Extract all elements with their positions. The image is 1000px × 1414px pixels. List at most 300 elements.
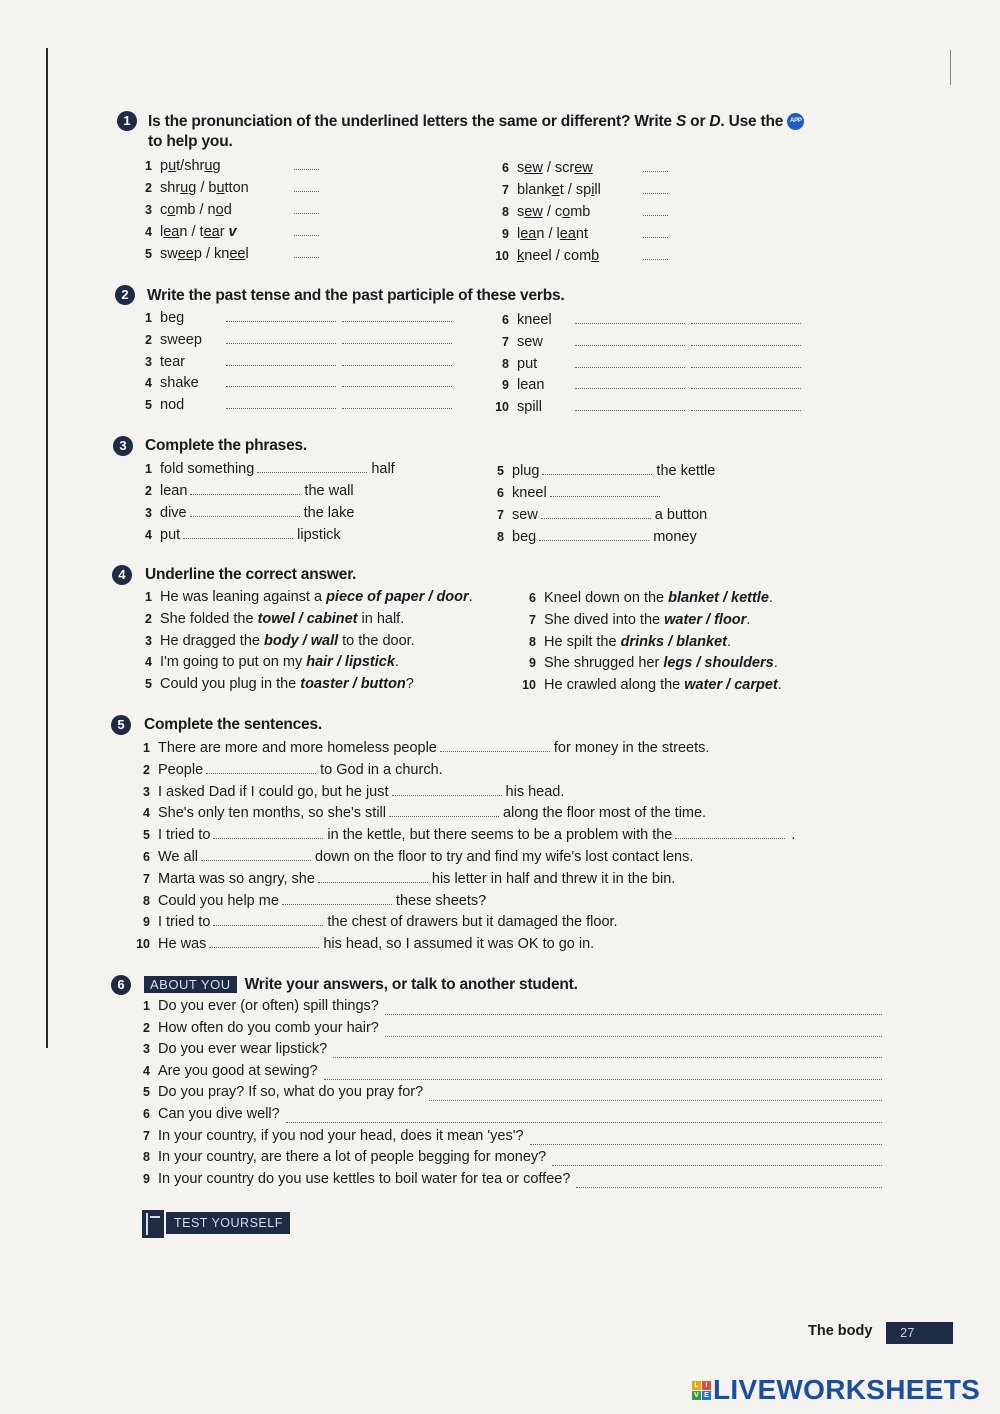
- sentence-blank[interactable]: [213, 826, 323, 839]
- exercise-number-badge: 6: [111, 975, 131, 995]
- item-number: 5: [143, 1085, 150, 1100]
- item-text: sew: [512, 507, 538, 523]
- item-text: l: [245, 246, 249, 262]
- item-text: his head.: [505, 783, 565, 800]
- past-tense-blank[interactable]: [226, 353, 336, 366]
- sd-answer-blank[interactable]: [294, 245, 319, 258]
- item-number: 6: [497, 486, 504, 500]
- item-text: lipstick: [297, 527, 341, 543]
- past-tense-blank[interactable]: [226, 396, 336, 409]
- verb: spill: [517, 399, 542, 415]
- past-participle-blank[interactable]: [342, 374, 452, 387]
- item-text: dive: [160, 505, 187, 521]
- sentence-blank[interactable]: [282, 892, 392, 905]
- item-text: .: [726, 634, 731, 650]
- answer-line[interactable]: [324, 1078, 882, 1080]
- item-text: n / l: [536, 226, 560, 242]
- item-text: blank: [517, 182, 552, 198]
- item-number: 6: [143, 1107, 150, 1121]
- item-text: There are more and more homeless people: [158, 740, 437, 756]
- page-number: 27: [886, 1322, 953, 1344]
- underlined-letters: ea: [520, 226, 537, 242]
- word-pair: [517, 182, 627, 198]
- verb-item: [138, 353, 452, 370]
- verb: nod: [160, 397, 185, 413]
- past-tense-blank[interactable]: [575, 311, 685, 324]
- underlined-letters: o: [167, 202, 176, 218]
- item-text: shr: [160, 180, 181, 196]
- item-number: 8: [143, 893, 150, 908]
- verb-item: [138, 396, 452, 413]
- question-text: Do you ever wear lipstick?: [158, 1041, 328, 1058]
- pronunciation-item: [495, 247, 668, 264]
- underline-item: [522, 612, 750, 628]
- item-number: 2: [143, 762, 150, 777]
- past-participle-blank[interactable]: [342, 309, 452, 322]
- word-pair: [160, 180, 280, 196]
- item-text: sw: [160, 246, 178, 262]
- item-text: these sheets?: [395, 892, 487, 909]
- phrase-blank[interactable]: [541, 506, 651, 519]
- past-tense-blank[interactable]: [226, 331, 336, 344]
- exercise-number-badge: 4: [112, 565, 132, 585]
- logo-tile: V: [692, 1391, 701, 1400]
- underlined-letters: o: [562, 204, 571, 220]
- underline-item: [138, 654, 399, 670]
- underline-item: [138, 611, 404, 627]
- page-binding-edge: [46, 48, 48, 1048]
- item-number: 7: [497, 508, 504, 522]
- sentence-blank[interactable]: [389, 804, 499, 817]
- question-text: How often do you comb your hair?: [158, 1019, 379, 1036]
- sd-answer-blank[interactable]: [294, 223, 319, 236]
- item-text: the kettle: [656, 463, 716, 479]
- item-text: lean: [160, 483, 188, 499]
- word-pair: [160, 224, 280, 240]
- answer-line[interactable]: [552, 1164, 882, 1166]
- item-text: People: [158, 761, 204, 778]
- item-number: 6: [143, 850, 150, 864]
- answer-options[interactable]: legs / shoulders: [663, 655, 774, 671]
- question-text: Do you pray? If so, what do you pray for?: [158, 1084, 424, 1101]
- item-text: She dived into the: [544, 612, 665, 628]
- sd-answer-blank[interactable]: [294, 157, 319, 170]
- app-icon[interactable]: APP: [787, 113, 804, 130]
- phrase-item: [138, 482, 354, 499]
- phrase-item: [138, 460, 395, 477]
- question-text: In your country, if you nod your head, does it mean 'yes'?: [158, 1127, 524, 1144]
- item-text: g / b: [188, 180, 217, 196]
- item-number: 1: [145, 159, 152, 173]
- word-pair: [160, 246, 280, 262]
- liveworksheets-icon: [692, 1381, 711, 1400]
- item-text: .: [394, 654, 399, 670]
- item-text: She shrugged her: [544, 655, 664, 671]
- underlined-letters: ea: [559, 226, 576, 242]
- item-text: He dragged the: [160, 633, 264, 649]
- test-yourself-button[interactable]: [138, 1206, 290, 1240]
- sentence-item: [136, 783, 564, 800]
- sd-answer-blank[interactable]: [643, 203, 668, 216]
- item-text: .: [768, 590, 773, 606]
- item-number: 9: [143, 915, 150, 930]
- item-number: 10: [522, 678, 536, 692]
- phrase-item: [490, 484, 664, 501]
- item-number: 8: [143, 1150, 150, 1165]
- verb-item: [138, 309, 452, 326]
- item-text: g: [212, 158, 221, 174]
- item-number: 9: [143, 1171, 150, 1186]
- verb: kneel: [517, 312, 552, 328]
- pronunciation-item: [495, 159, 668, 176]
- item-number: 3: [145, 355, 152, 369]
- liveworksheets-logo[interactable]: [692, 1372, 980, 1408]
- sentence-item: [136, 892, 486, 909]
- item-number: 5: [145, 398, 152, 412]
- item-text: t/shr: [176, 158, 205, 174]
- exercise-number-badge: 5: [111, 715, 131, 735]
- item-number: 5: [497, 464, 504, 478]
- verb-item: [495, 398, 801, 415]
- verb-item: [138, 331, 452, 348]
- past-participle-blank[interactable]: [691, 398, 801, 411]
- item-text: ll: [594, 182, 601, 198]
- underlined-letters: b: [591, 248, 600, 264]
- phrase-blank[interactable]: [539, 528, 649, 541]
- underlined-letters: u: [216, 180, 225, 196]
- past-tense-blank[interactable]: [575, 355, 685, 368]
- item-text: fold something: [160, 461, 255, 477]
- item-number: 3: [145, 203, 152, 217]
- answer-line[interactable]: [333, 1056, 882, 1058]
- past-participle-blank[interactable]: [342, 353, 452, 366]
- item-number: 4: [145, 376, 152, 390]
- sd-answer-blank[interactable]: [643, 181, 668, 194]
- item-text: .: [468, 589, 473, 605]
- item-text: I tried to: [158, 827, 211, 844]
- verb-item: [495, 355, 801, 372]
- pronunciation-item: [138, 245, 319, 262]
- item-number: 2: [145, 484, 152, 498]
- underlined-letters: u: [204, 158, 213, 174]
- sentence-blank[interactable]: [392, 783, 502, 796]
- sd-answer-blank[interactable]: [643, 225, 668, 238]
- past-participle-blank[interactable]: [691, 333, 801, 346]
- answer-options[interactable]: water / carpet: [684, 677, 778, 693]
- exercise-number-badge: 2: [115, 285, 135, 305]
- underlined-letters: ee: [177, 246, 194, 262]
- answer-line[interactable]: [385, 1035, 882, 1037]
- item-text: the chest of drawers but it damaged the floor.: [327, 914, 618, 931]
- question-text: Do you ever (or often) spill things?: [158, 998, 379, 1014]
- item-number: 7: [143, 871, 150, 886]
- sentence-item: [136, 804, 706, 821]
- underline-item: [522, 655, 778, 671]
- item-number: 7: [529, 613, 536, 627]
- question-text: In your country, are there a lot of people begging for money?: [158, 1149, 547, 1166]
- past-tense-blank[interactable]: [575, 333, 685, 346]
- exercise-title: Is the pronunciation of the underlined letters the same or different? Write S or D. Use the APP: [148, 113, 804, 131]
- item-text: / scr: [542, 160, 575, 176]
- underlined-letters: k: [517, 248, 525, 264]
- answer-options[interactable]: drinks / blanket: [620, 634, 727, 650]
- sentence-item: [136, 826, 795, 843]
- item-text: his head, so I assumed it was OK to go in.: [323, 936, 595, 953]
- sentence-blank[interactable]: [209, 935, 319, 948]
- item-number: 9: [502, 378, 509, 392]
- answer-line[interactable]: [530, 1143, 882, 1145]
- past-participle-blank[interactable]: [342, 396, 452, 409]
- pronunciation-item: [138, 223, 319, 240]
- item-number: 3: [145, 634, 152, 648]
- item-number: 1: [145, 311, 152, 325]
- underline-item: [138, 589, 473, 605]
- item-text: Kneel down on the: [544, 590, 669, 606]
- underline-item: [138, 633, 415, 649]
- answer-line[interactable]: [576, 1186, 882, 1188]
- item-text: I'm going to put on my: [160, 654, 307, 670]
- page-edge-mark: [950, 50, 951, 85]
- verb-item: [495, 311, 801, 328]
- item-text: money: [653, 529, 697, 545]
- item-text: ?: [405, 676, 414, 692]
- item-number: 8: [502, 357, 509, 371]
- phrase-item: [490, 462, 715, 479]
- liveworksheets-wordmark: LIVEWORKSHEETS: [713, 1374, 981, 1405]
- item-number: 7: [502, 335, 509, 349]
- item-text: kneel: [512, 485, 547, 501]
- past-tense-blank[interactable]: [575, 398, 685, 411]
- item-number: 6: [502, 161, 509, 175]
- item-text: half: [371, 461, 395, 477]
- question-item: [136, 1084, 423, 1100]
- phrase-item: [138, 526, 341, 543]
- answer-options[interactable]: water / floor: [664, 612, 747, 628]
- item-text: for money in the streets.: [553, 740, 710, 756]
- verb: put: [517, 356, 538, 372]
- phrase-blank[interactable]: [183, 526, 293, 539]
- item-text: the lake: [303, 505, 355, 521]
- sentence-item: [136, 761, 443, 778]
- item-text: / c: [542, 204, 563, 220]
- item-text: mb: [570, 204, 591, 220]
- exercise-number-badge: 1: [117, 111, 137, 131]
- question-item: [136, 1106, 280, 1122]
- verb: sweep: [160, 332, 202, 348]
- item-number: 5: [143, 828, 150, 843]
- underlined-letters: ea: [203, 224, 220, 240]
- answer-options[interactable]: piece of paper / door: [326, 589, 469, 605]
- item-text: He was leaning against a: [160, 589, 327, 605]
- past-tense-blank[interactable]: [575, 376, 685, 389]
- item-text: p / kn: [193, 246, 230, 262]
- item-number: 5: [145, 247, 152, 261]
- item-number: 8: [502, 205, 509, 219]
- item-text: neel / com: [524, 248, 592, 264]
- about-you-tag: ABOUT YOU: [144, 976, 237, 993]
- sd-answer-blank[interactable]: [294, 179, 319, 192]
- item-text: She's only ten months, so she's still: [158, 805, 386, 822]
- item-text: s: [517, 204, 525, 220]
- item-text: n / t: [179, 224, 204, 240]
- item-number: 10: [495, 249, 509, 263]
- verb: shake: [160, 375, 199, 391]
- phrase-blank[interactable]: [190, 504, 300, 517]
- item-number: 4: [143, 1063, 150, 1078]
- phrase-blank[interactable]: [190, 482, 300, 495]
- pronunciation-item: [138, 157, 319, 174]
- item-number: 4: [143, 806, 150, 821]
- item-text: .: [746, 612, 751, 628]
- sentence-blank[interactable]: [206, 761, 316, 774]
- item-text: in half.: [357, 611, 405, 627]
- logo-tile: E: [702, 1391, 711, 1400]
- item-number: 3: [143, 784, 150, 799]
- answer-options[interactable]: hair / lipstick: [306, 654, 395, 670]
- item-number: 8: [529, 635, 536, 649]
- sentence-item: [136, 935, 594, 952]
- question-item: [136, 1041, 327, 1057]
- item-text: to the door.: [338, 633, 415, 649]
- sd-answer-blank[interactable]: [643, 159, 668, 172]
- item-number: 2: [145, 612, 152, 626]
- item-number: 7: [143, 1128, 150, 1143]
- underlined-letters: o: [215, 202, 224, 218]
- item-number: 8: [497, 530, 504, 544]
- item-number: 3: [145, 506, 152, 520]
- verb: lean: [517, 377, 545, 393]
- sentence-blank[interactable]: [318, 870, 428, 883]
- answer-line[interactable]: [429, 1099, 882, 1101]
- test-yourself-label: TEST YOURSELF: [166, 1212, 290, 1234]
- logo-tile: I: [702, 1381, 711, 1390]
- phrase-blank[interactable]: [542, 462, 652, 475]
- underlined-letters: ew: [524, 204, 543, 220]
- item-text: I asked Dad if I could go, but he just: [158, 783, 389, 800]
- phrase-item: [138, 504, 354, 521]
- item-text: Could you help me: [158, 892, 279, 909]
- item-number: 5: [145, 677, 152, 691]
- item-number: 4: [145, 655, 152, 669]
- verb-item: [495, 333, 801, 350]
- question-text: Are you good at sewing?: [158, 1062, 318, 1079]
- answer-options[interactable]: body / wall: [264, 633, 339, 649]
- item-text: c: [160, 202, 168, 218]
- answer-options[interactable]: towel / cabinet: [257, 611, 358, 627]
- verb-item: [495, 376, 801, 393]
- item-number: 2: [145, 181, 152, 195]
- past-tense-blank[interactable]: [226, 309, 336, 322]
- item-number: 7: [502, 183, 509, 197]
- verb: sew: [517, 334, 543, 350]
- underlined-letters: u: [180, 180, 189, 196]
- answer-options[interactable]: blanket / kettle: [668, 590, 769, 606]
- pronunciation-item: [495, 181, 668, 198]
- underlined-letters: u: [168, 158, 177, 174]
- past-tense-blank[interactable]: [226, 374, 336, 387]
- item-text: down on the floor to try and find my wife's lost contact lens.: [315, 849, 694, 865]
- item-text: Marta was so angry, she: [158, 870, 315, 887]
- sentence-blank[interactable]: [213, 913, 323, 926]
- word-pair: [517, 226, 627, 242]
- question-text: Can you dive well?: [158, 1106, 280, 1122]
- phrase-item: [490, 506, 707, 523]
- item-text: Could you plug in the: [160, 676, 301, 692]
- item-text: s: [517, 160, 525, 176]
- past-participle-blank[interactable]: [691, 376, 801, 389]
- question-item: [136, 1149, 546, 1165]
- sd-answer-blank[interactable]: [294, 201, 319, 214]
- item-text: p: [160, 158, 169, 174]
- phrase-blank[interactable]: [550, 484, 660, 497]
- item-number: 2: [145, 333, 152, 347]
- question-item: [136, 1020, 379, 1036]
- exercise-title: Write the past tense and the past participle of these verbs.: [147, 287, 565, 304]
- item-text: in the kettle, but there seems to be a problem with the: [327, 827, 673, 844]
- pronunciation-item: [138, 201, 319, 218]
- answer-line[interactable]: [385, 1013, 882, 1015]
- sentence-blank[interactable]: [675, 826, 785, 839]
- sentence-blank[interactable]: [440, 739, 550, 752]
- pronunciation-item: [138, 179, 319, 196]
- sd-answer-blank[interactable]: [643, 247, 668, 260]
- word-pair: [160, 158, 280, 174]
- item-text: l: [160, 224, 164, 240]
- item-text: l: [517, 226, 521, 242]
- item-number: 9: [502, 227, 509, 241]
- question-text: In your country do you use kettles to boil water for tea or coffee?: [158, 1170, 571, 1187]
- sentence-item: [136, 739, 709, 756]
- underlined-letters: ea: [163, 224, 180, 240]
- exercise-number-badge: 3: [113, 436, 133, 456]
- verb: tear: [160, 354, 185, 370]
- item-number: 4: [145, 528, 152, 542]
- item-text: He was: [158, 936, 207, 953]
- sentence-blank[interactable]: [201, 848, 311, 861]
- item-text: beg: [512, 529, 537, 545]
- word-pair: [517, 160, 627, 176]
- sentence-item: [136, 913, 618, 930]
- item-number: 1: [143, 741, 150, 755]
- item-text: a button: [654, 507, 708, 523]
- word-pair: [160, 202, 280, 218]
- exercise-title: Complete the phrases.: [145, 437, 308, 454]
- pronunciation-item: [495, 225, 668, 242]
- item-text: his letter in half and threw it in the bin.: [431, 870, 676, 887]
- item-text: mb / n: [175, 202, 216, 218]
- sentence-item: [136, 848, 693, 865]
- underline-item: [522, 634, 731, 650]
- item-number: 4: [145, 225, 152, 239]
- word-pair: [517, 248, 627, 264]
- item-text: plug: [512, 463, 540, 479]
- item-text: I tried to: [158, 914, 211, 931]
- item-text: nt: [575, 226, 588, 242]
- item-number: 10: [136, 937, 150, 952]
- item-text: .: [791, 827, 796, 844]
- past-participle-blank[interactable]: [342, 331, 452, 344]
- past-participle-blank[interactable]: [691, 311, 801, 324]
- verb-item: [138, 374, 452, 391]
- past-participle-blank[interactable]: [691, 355, 801, 368]
- answer-options[interactable]: toaster / button: [300, 676, 406, 692]
- item-number: 2: [143, 1020, 150, 1035]
- underlined-letters: i: [591, 182, 595, 198]
- item-text: tton: [224, 180, 249, 196]
- phrase-blank[interactable]: [257, 460, 367, 473]
- item-number: 1: [145, 462, 152, 476]
- answer-line[interactable]: [286, 1121, 882, 1123]
